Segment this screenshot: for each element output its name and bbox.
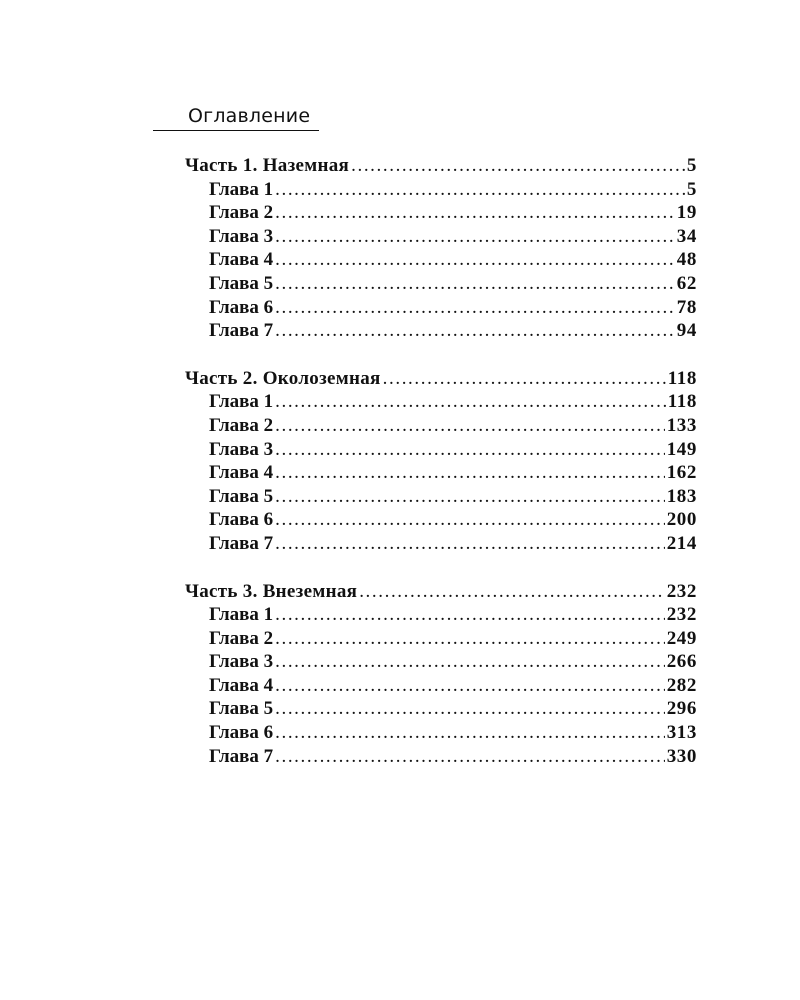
toc-page-number: 296 bbox=[666, 698, 697, 720]
toc-page-number: 78 bbox=[676, 296, 697, 318]
dot-leader bbox=[351, 154, 685, 178]
dot-leader bbox=[275, 296, 675, 320]
toc-page-number: 282 bbox=[666, 674, 697, 696]
toc-chapter-label: Глава 4 bbox=[209, 462, 274, 484]
toc-chapter-label: Глава 3 bbox=[209, 651, 274, 673]
toc-page-number: 62 bbox=[676, 272, 697, 294]
toc-page-number: 232 bbox=[666, 604, 697, 626]
dot-leader bbox=[275, 201, 675, 225]
toc-chapter-label: Глава 1 bbox=[209, 391, 274, 413]
toc-chapter-entry[interactable] bbox=[185, 485, 697, 509]
dot-leader bbox=[275, 178, 685, 202]
toc-chapter-entry[interactable] bbox=[185, 627, 697, 651]
dot-leader bbox=[275, 721, 665, 745]
table-of-contents bbox=[185, 154, 697, 792]
dot-leader bbox=[275, 603, 665, 627]
toc-part-2 bbox=[185, 367, 697, 556]
toc-chapter-label: Глава 2 bbox=[209, 202, 274, 224]
toc-chapter-entry[interactable] bbox=[185, 745, 697, 769]
toc-page-number: 118 bbox=[667, 391, 697, 413]
dot-leader bbox=[275, 272, 675, 296]
dot-leader bbox=[275, 248, 675, 272]
toc-page-number: 330 bbox=[666, 745, 697, 767]
dot-leader bbox=[275, 627, 665, 651]
toc-chapter-label: Глава 6 bbox=[209, 509, 274, 531]
toc-chapter-entry[interactable] bbox=[185, 721, 697, 745]
toc-chapter-label: Глава 7 bbox=[209, 532, 274, 554]
toc-chapter-entry[interactable] bbox=[185, 201, 697, 225]
dot-leader bbox=[275, 697, 665, 721]
dot-leader bbox=[275, 461, 665, 485]
toc-part-title: Часть 2. Околоземная bbox=[185, 367, 381, 389]
toc-heading-title: Оглавление bbox=[188, 105, 311, 127]
toc-chapter-entry[interactable] bbox=[185, 178, 697, 202]
dot-leader bbox=[275, 532, 665, 556]
dot-leader bbox=[275, 650, 665, 674]
toc-page-number: 266 bbox=[666, 651, 697, 673]
toc-page-number: 118 bbox=[667, 367, 697, 389]
toc-chapter-entry[interactable] bbox=[185, 414, 697, 438]
dot-leader bbox=[275, 674, 665, 698]
toc-chapter-entry[interactable] bbox=[185, 248, 697, 272]
toc-chapter-entry[interactable] bbox=[185, 296, 697, 320]
toc-chapter-label: Глава 7 bbox=[209, 745, 274, 767]
dot-leader bbox=[275, 390, 666, 414]
toc-page-number: 48 bbox=[676, 249, 697, 271]
toc-page-number: 232 bbox=[666, 580, 697, 602]
toc-page-number: 149 bbox=[666, 438, 697, 460]
toc-page-number: 214 bbox=[666, 532, 697, 554]
toc-page-number: 5 bbox=[686, 178, 697, 200]
toc-chapter-label: Глава 5 bbox=[209, 698, 274, 720]
toc-page-number: 200 bbox=[666, 509, 697, 531]
toc-part-3 bbox=[185, 580, 697, 769]
toc-page-number: 162 bbox=[666, 462, 697, 484]
toc-chapter-entry[interactable] bbox=[185, 674, 697, 698]
toc-chapter-entry[interactable] bbox=[185, 319, 697, 343]
toc-chapter-entry[interactable] bbox=[185, 225, 697, 249]
dot-leader bbox=[275, 745, 665, 769]
toc-chapter-label: Глава 7 bbox=[209, 320, 274, 342]
toc-chapter-label: Глава 2 bbox=[209, 414, 274, 436]
dot-leader bbox=[275, 485, 665, 509]
toc-chapter-label: Глава 4 bbox=[209, 249, 274, 271]
toc-page-number: 19 bbox=[676, 202, 697, 224]
toc-page-number: 249 bbox=[666, 627, 697, 649]
dot-leader bbox=[383, 367, 666, 391]
toc-part-entry[interactable] bbox=[185, 154, 697, 178]
toc-part-title: Часть 1. Наземная bbox=[185, 155, 350, 176]
toc-chapter-label: Глава 1 bbox=[209, 178, 274, 200]
toc-part-entry[interactable] bbox=[185, 580, 697, 604]
toc-chapter-label: Глава 3 bbox=[209, 438, 274, 460]
toc-chapter-entry[interactable] bbox=[185, 532, 697, 556]
toc-chapter-label: Глава 5 bbox=[209, 485, 274, 507]
toc-chapter-entry[interactable] bbox=[185, 272, 697, 296]
dot-leader bbox=[275, 508, 665, 532]
toc-chapter-label: Глава 6 bbox=[209, 722, 274, 744]
toc-page-number: 133 bbox=[666, 414, 697, 436]
dot-leader bbox=[359, 580, 664, 604]
toc-chapter-label: Глава 6 bbox=[209, 296, 274, 318]
toc-chapter-label: Глава 1 bbox=[209, 604, 274, 626]
toc-page-number: 183 bbox=[666, 485, 697, 507]
toc-chapter-entry[interactable] bbox=[185, 390, 697, 414]
toc-chapter-entry[interactable] bbox=[185, 603, 697, 627]
toc-page-number: 5 bbox=[686, 155, 697, 176]
toc-chapter-label: Глава 3 bbox=[209, 225, 274, 247]
toc-part-title: Часть 3. Внеземная bbox=[185, 580, 358, 602]
dot-leader bbox=[275, 438, 665, 462]
toc-chapter-entry[interactable] bbox=[185, 508, 697, 532]
toc-chapter-entry[interactable] bbox=[185, 438, 697, 462]
toc-chapter-entry[interactable] bbox=[185, 461, 697, 485]
toc-chapter-entry[interactable] bbox=[185, 650, 697, 674]
toc-heading bbox=[153, 104, 319, 131]
toc-chapter-entry[interactable] bbox=[185, 697, 697, 721]
dot-leader bbox=[275, 225, 675, 249]
toc-chapter-label: Глава 2 bbox=[209, 627, 274, 649]
toc-page-number: 34 bbox=[676, 225, 697, 247]
toc-page-number: 313 bbox=[666, 722, 697, 744]
dot-leader bbox=[275, 414, 665, 438]
toc-chapter-label: Глава 5 bbox=[209, 272, 274, 294]
toc-page-number: 94 bbox=[676, 320, 697, 342]
toc-part-entry[interactable] bbox=[185, 367, 697, 391]
toc-chapter-label: Глава 4 bbox=[209, 674, 274, 696]
dot-leader bbox=[275, 319, 675, 343]
toc-part-1 bbox=[185, 154, 697, 343]
